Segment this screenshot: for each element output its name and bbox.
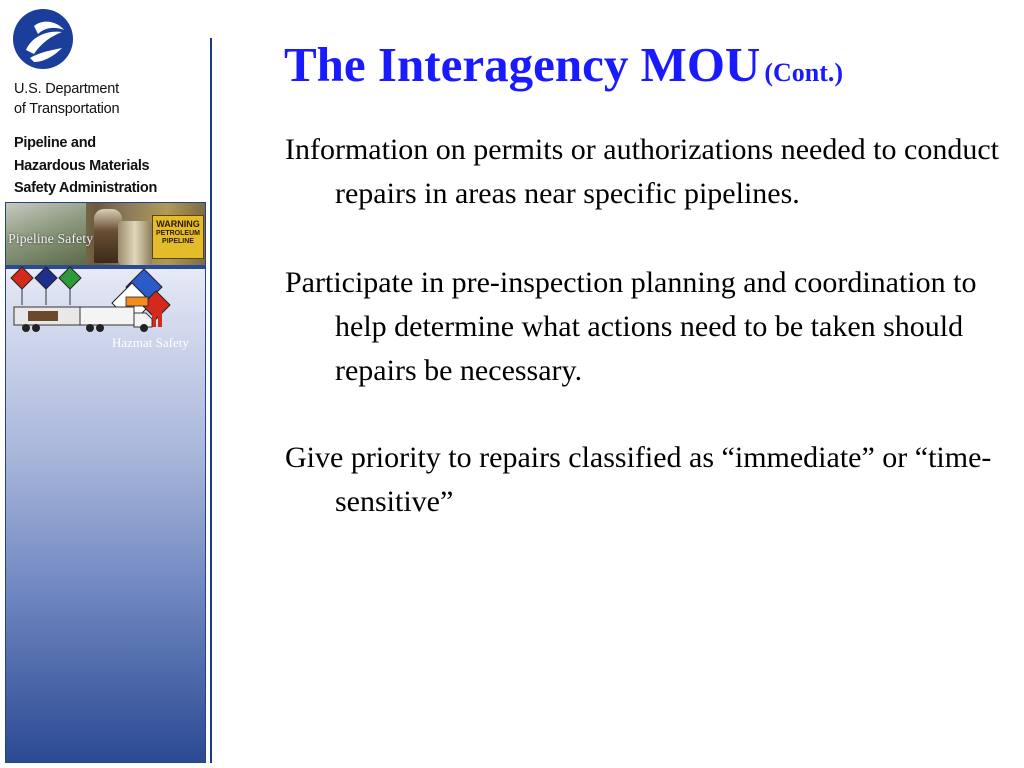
sidebar-divider-line (210, 38, 212, 763)
agency-line-3: Safety Administration (14, 180, 158, 196)
warning-sign-line-2: PETROLEUM (156, 230, 200, 237)
bullet-item: Information on permits or authorizations needed to conduct repairs in areas near specific pipelines. (285, 133, 999, 210)
department-line-2: of Transportation (14, 101, 120, 117)
slide-title-suffix: (Cont.) (764, 58, 844, 87)
warning-sign-image (152, 215, 204, 259)
hazard-placard-icon (59, 267, 81, 305)
sidebar-gradient-panel (5, 202, 206, 763)
truck-icon (14, 307, 152, 332)
department-line-1: U.S. Department (14, 81, 119, 97)
department-name (14, 79, 204, 119)
hazard-placard-icon (35, 267, 57, 305)
pipe-image (118, 221, 152, 265)
agency-name (14, 132, 209, 200)
bullet-list (285, 128, 1020, 569)
sidebar (0, 0, 212, 768)
warning-sign-line-3: PIPELINE (162, 238, 194, 245)
hazmat-safety-label: Hazmat Safety (112, 335, 189, 350)
agency-line-2: Hazardous Materials (14, 157, 150, 174)
bullet-item: Give priority to repairs classified as “immediate” or “time-sensitive” (285, 441, 992, 518)
slide-title-main: The Interagency MOU (284, 37, 761, 92)
hazard-placard-icon (11, 267, 33, 305)
slide-title (284, 36, 843, 93)
pipeline-photo-banner (6, 203, 206, 265)
dot-logo-icon (12, 8, 74, 70)
bullet-item: Participate in pre-inspection planning and coordination to help determine what actions need to be taken should repairs be necessary. (285, 266, 977, 387)
warning-sign-title: WARNING (156, 219, 200, 229)
pipeline-safety-label: Pipeline Safety (8, 232, 94, 247)
agency-line-1: Pipeline and (14, 135, 96, 151)
